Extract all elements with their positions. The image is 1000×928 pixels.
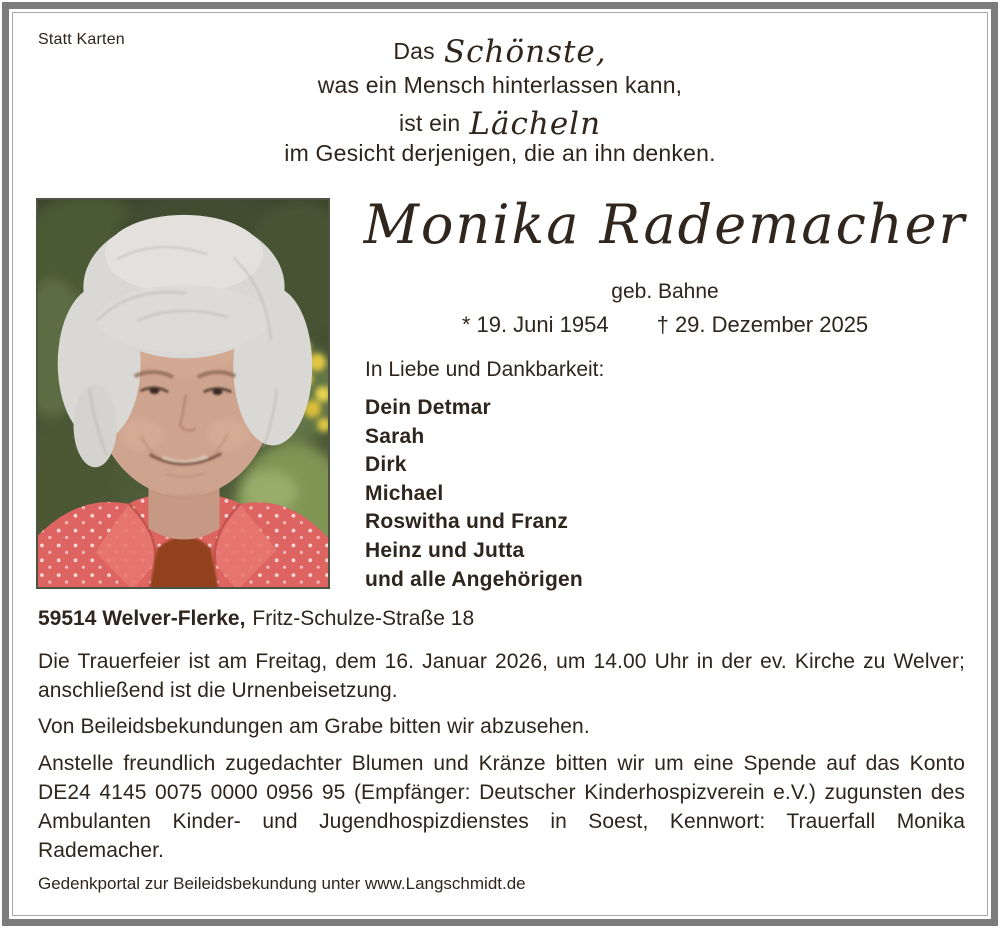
death-date: † 29. Dezember 2025	[656, 312, 869, 337]
mourner-name: Roswitha und Franz	[365, 510, 569, 534]
maiden-name: geb. Bahne	[611, 280, 719, 303]
statt-karten-label: Statt Karten	[38, 31, 125, 48]
life-dates	[340, 312, 990, 338]
mourner-name: Dein Detmar	[365, 396, 491, 419]
poem-line-3-regular: ist ein	[398, 110, 461, 136]
poem-line-1	[0, 34, 1000, 70]
poem-line-3	[0, 106, 1000, 142]
address-line	[38, 607, 474, 631]
mourner-name: Michael	[365, 481, 444, 505]
donation-note-paragraph: Anstelle freundlich zugedachter Blumen und Kränze bitten wir um eine Spende auf das Konto DE24 4145 0075 0000 0956 95 (Empfänger: Deutscher Kinderhospizverein e.V.) zugunsten des Ambulanten Kinder- und Jugendhospizdienstes in Soest, Kennwort: Trauerfall Monika Rademacher.	[38, 752, 965, 862]
poem-line-2: was ein Mensch hinterlassen kann,	[317, 72, 683, 98]
condolence-note-paragraph: Von Beileidsbekundungen am Grabe bitten wir abzusehen.	[38, 715, 590, 738]
portrait-photo	[36, 198, 330, 589]
photo-overlay	[38, 200, 328, 587]
poem-line-3-script: Lächeln	[469, 106, 602, 142]
mourners-list	[365, 394, 583, 594]
mourner-name: Dirk	[365, 453, 407, 477]
memorial-portal-line: Gedenkportal zur Beileidsbekundung unter www.Langschmidt.de	[38, 874, 526, 893]
mourner-name: und alle Angehörigen	[365, 567, 583, 591]
mourner-name: Sarah	[365, 424, 425, 448]
poem-line-1-regular: Das	[393, 38, 435, 64]
address-locality: 59514 Welver-Flerke,	[38, 607, 246, 630]
deceased-name: Monika Rademacher	[363, 193, 967, 256]
portrait-photo-image	[38, 200, 328, 587]
poem-line-1-script: Schönste,	[443, 34, 607, 70]
address-street: Fritz-Schulze-Straße 18	[252, 607, 475, 630]
birth-date: * 19. Juni 1954	[461, 312, 609, 337]
mourners-intro: In Liebe und Dankbarkeit:	[365, 358, 605, 381]
service-info-paragraph: Die Trauerfeier ist am Freitag, dem 16. Januar 2026, um 14.00 Uhr in der ev. Kirche zu Welver; anschließend ist die Urnenbeisetzung.	[38, 650, 965, 702]
poem-line-4: im Gesicht derjenigen, die an ihn denken.	[284, 140, 716, 166]
mourner-name: Heinz und Jutta	[365, 538, 525, 562]
